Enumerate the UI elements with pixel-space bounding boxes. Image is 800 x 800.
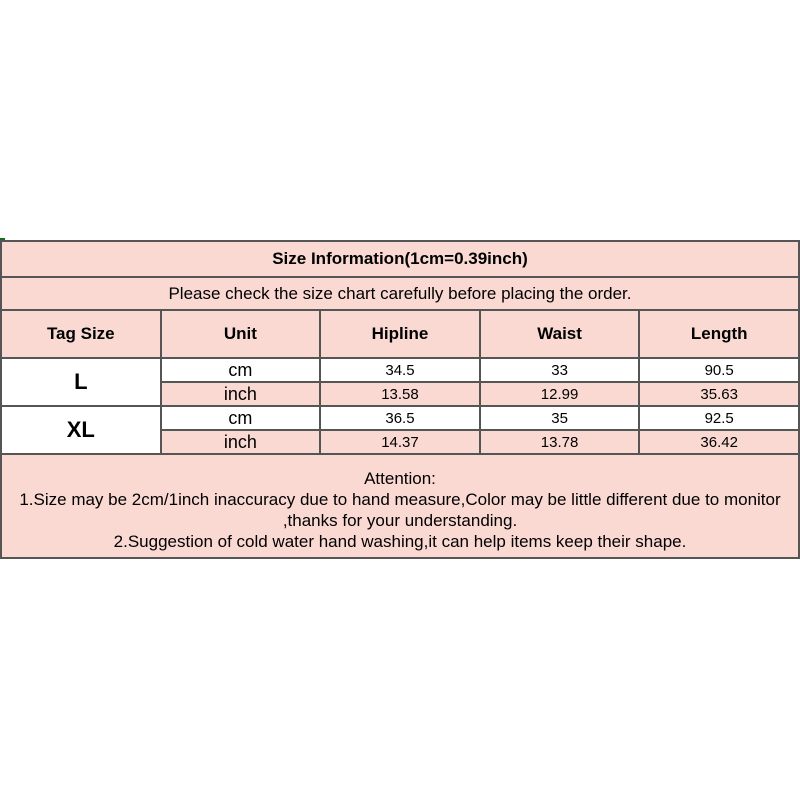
column-header-length: Length xyxy=(639,310,799,358)
table-title: Size Information(1cm=0.39inch) xyxy=(1,241,799,277)
attention-row xyxy=(1,454,799,558)
xl-cm-length: 92.5 xyxy=(639,406,799,430)
subtitle-row xyxy=(1,277,799,310)
table-subtitle: Please check the size chart carefully before placing the order. xyxy=(1,277,799,310)
xl-inch-length: 36.42 xyxy=(639,430,799,454)
l-cm-hipline: 34.5 xyxy=(320,358,480,382)
table-row-l-cm xyxy=(1,358,799,382)
xl-inch-hipline: 14.37 xyxy=(320,430,480,454)
unit-label-cm: cm xyxy=(161,358,321,382)
xl-inch-waist: 13.78 xyxy=(480,430,640,454)
column-header-hipline: Hipline xyxy=(320,310,480,358)
l-cm-waist: 33 xyxy=(480,358,640,382)
unit-label-inch-xl: inch xyxy=(161,430,321,454)
size-chart-table xyxy=(0,240,800,559)
attention-line-3: 2.Suggestion of cold water hand washing,it can help items keep their shape. xyxy=(113,532,687,551)
tag-size-l: L xyxy=(1,358,161,406)
tag-size-xl: XL xyxy=(1,406,161,454)
attention-line-2: ,thanks for your understanding. xyxy=(282,511,518,530)
l-inch-hipline: 13.58 xyxy=(320,382,480,406)
title-row xyxy=(1,241,799,277)
l-cm-length: 90.5 xyxy=(639,358,799,382)
l-inch-waist: 12.99 xyxy=(480,382,640,406)
l-inch-length: 35.63 xyxy=(639,382,799,406)
column-header-row xyxy=(1,310,799,358)
attention-heading: Attention: xyxy=(364,469,436,488)
unit-label-inch: inch xyxy=(161,382,321,406)
column-header-waist: Waist xyxy=(480,310,640,358)
attention-block xyxy=(1,454,799,558)
table-row-xl-cm xyxy=(1,406,799,430)
xl-cm-waist: 35 xyxy=(480,406,640,430)
unit-label-cm-xl: cm xyxy=(161,406,321,430)
xl-cm-hipline: 36.5 xyxy=(320,406,480,430)
column-header-tag-size: Tag Size xyxy=(1,310,161,358)
column-header-unit: Unit xyxy=(161,310,321,358)
attention-line-1: 1.Size may be 2cm/1inch inaccuracy due to hand measure,Color may be little different due to monitor xyxy=(19,490,781,509)
